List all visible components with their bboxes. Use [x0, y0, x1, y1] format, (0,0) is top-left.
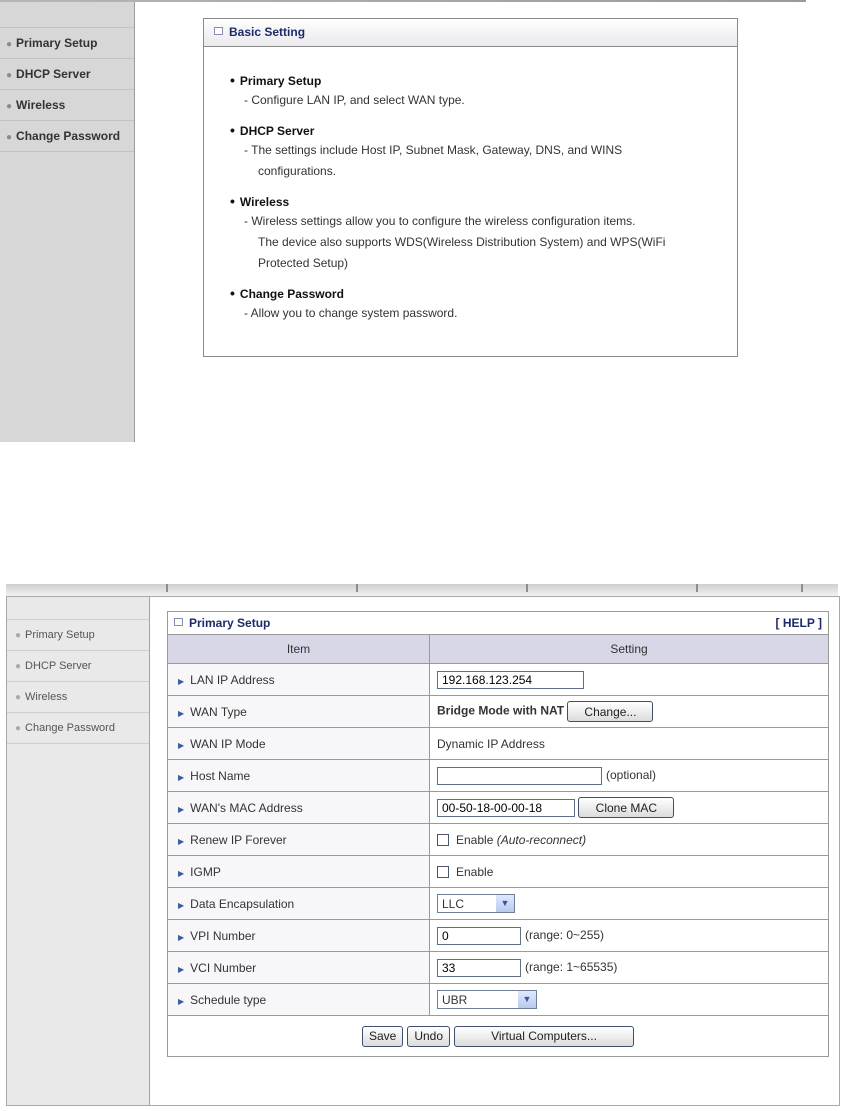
help-entry-heading: Primary Setup [239, 74, 322, 88]
table-row [168, 728, 829, 760]
clone-mac-button[interactable]: Clone MAC [578, 797, 674, 818]
help-entry-description: - The settings include Host IP, Subnet Mask, Gateway, DNS, and WINS configurations. [244, 143, 623, 178]
table-row [168, 888, 829, 920]
wan-type-value: Bridge Mode with NAT [437, 703, 565, 718]
sidebar-item-label: Primary Setup [16, 36, 98, 50]
bullet-icon: • [230, 193, 235, 209]
row-label: IGMP [190, 864, 221, 879]
arrow-right-icon: ▶ [178, 868, 185, 878]
table-row [168, 984, 829, 1016]
row-label: VCI Number [190, 960, 257, 975]
sidebar-item-primary-setup[interactable] [7, 619, 149, 651]
change-wan-type-button[interactable]: Change... [567, 701, 653, 722]
panel-title-text: Basic Setting [229, 25, 306, 39]
sidebar-item-label: Wireless [25, 691, 68, 703]
row-label: WAN IP Mode [190, 736, 266, 751]
table-row [168, 856, 829, 888]
chevron-down-icon: ▼ [518, 991, 536, 1008]
arrow-right-icon: ▶ [178, 708, 185, 718]
help-entry-primary-setup [230, 71, 737, 111]
save-button[interactable]: Save [362, 1026, 403, 1047]
wan-mac-input[interactable] [437, 799, 575, 817]
arrow-right-icon: ▶ [178, 804, 185, 814]
arrow-right-icon: ▶ [178, 676, 185, 686]
bullet-icon: ● [6, 39, 13, 50]
help-link[interactable]: [ HELP ] [775, 616, 822, 630]
table-row [168, 760, 829, 792]
sidebar-item-dhcp-server[interactable] [0, 59, 134, 90]
vpi-range-note: (range: 0~255) [525, 927, 605, 942]
button-row [168, 1016, 829, 1057]
column-header-item: Item [168, 635, 430, 664]
square-icon [174, 618, 183, 626]
help-entry-wireless [230, 192, 737, 274]
optional-note: (optional) [606, 767, 657, 782]
row-label: WAN Type [190, 704, 247, 719]
sidebar-item-label: Wireless [16, 98, 66, 112]
table-row [168, 824, 829, 856]
table-row [168, 664, 829, 696]
row-label: VPI Number [190, 928, 256, 943]
vpi-input[interactable] [437, 927, 521, 945]
panel-title [204, 19, 737, 47]
sidebar-item-wireless[interactable] [0, 90, 134, 121]
sidebar-item-label: Primary Setup [25, 629, 95, 641]
row-label: LAN IP Address [190, 672, 275, 687]
bullet-icon: ● [15, 723, 22, 734]
sidebar-item-dhcp-server[interactable] [7, 651, 149, 682]
bullet-icon: • [230, 72, 235, 88]
schedule-type-select[interactable]: UBR ▼ [437, 990, 537, 1009]
vci-input[interactable] [437, 959, 521, 977]
help-entry-heading: Wireless [239, 195, 290, 209]
sidebar-item-change-password[interactable] [0, 121, 134, 152]
help-entry-heading: Change Password [239, 287, 344, 301]
bullet-icon: ● [6, 132, 13, 143]
row-label: WAN's MAC Address [190, 800, 303, 815]
help-entry-heading: DHCP Server [239, 124, 315, 138]
sidebar-item-label: Change Password [16, 129, 121, 143]
virtual-computers-button[interactable]: Virtual Computers... [454, 1026, 634, 1047]
column-header-setting: Setting [430, 635, 829, 664]
arrow-right-icon: ▶ [178, 964, 185, 974]
arrow-right-icon: ▶ [178, 996, 185, 1006]
top-tab-strip [6, 584, 838, 596]
row-label: Host Name [190, 768, 251, 783]
bullet-icon: • [230, 285, 235, 301]
sidebar [0, 2, 135, 442]
table-title-text: Primary Setup [189, 616, 271, 630]
arrow-right-icon: ▶ [178, 836, 185, 846]
vci-range-note: (range: 1~65535) [525, 959, 618, 974]
bullet-icon: ● [15, 630, 22, 641]
help-entry-dhcp-server [230, 121, 737, 182]
bullet-icon: ● [15, 692, 22, 703]
page-frame [6, 596, 840, 1106]
sidebar-item-primary-setup[interactable] [0, 27, 134, 59]
help-list [204, 47, 737, 324]
renew-ip-checkbox[interactable] [437, 834, 449, 846]
table-row [168, 952, 829, 984]
help-entry-description: - Wireless settings allow you to configure the wireless configuration items. The device also supports WDS(Wireless Distribution System) and WPS(WiFi Protected Setup) [244, 214, 666, 270]
host-name-input[interactable] [437, 767, 602, 785]
checkbox-label: Enable [456, 832, 494, 847]
row-label: Schedule type [190, 992, 267, 1007]
help-entry-description: - Allow you to change system password. [244, 306, 458, 320]
table-title [168, 612, 829, 635]
sidebar-item-wireless[interactable] [7, 682, 149, 713]
sidebar-item-label: DHCP Server [25, 660, 92, 672]
basic-setting-screenshot [0, 0, 843, 445]
sidebar-item-label: DHCP Server [16, 67, 91, 81]
auto-reconnect-note: (Auto-reconnect) [496, 832, 587, 847]
arrow-right-icon: ▶ [178, 900, 185, 910]
sidebar-item-change-password[interactable] [7, 713, 149, 744]
arrow-right-icon: ▶ [178, 740, 185, 750]
square-icon [214, 27, 223, 35]
lan-ip-input[interactable] [437, 671, 584, 689]
primary-setup-screenshot [0, 584, 843, 1111]
checkbox-label: Enable [456, 864, 494, 879]
data-encapsulation-select[interactable]: LLC ▼ [437, 894, 515, 913]
main-content [159, 597, 839, 1105]
bullet-icon: • [230, 122, 235, 138]
chevron-down-icon: ▼ [496, 895, 514, 912]
bullet-icon: ● [6, 101, 13, 112]
row-label: Renew IP Forever [190, 832, 287, 847]
table-row [168, 696, 829, 728]
table-row [168, 792, 829, 824]
help-entry-change-password [230, 284, 737, 324]
basic-setting-panel [203, 18, 738, 357]
bullet-icon: ● [6, 70, 13, 81]
sidebar [7, 597, 150, 1105]
arrow-right-icon: ▶ [178, 932, 185, 942]
arrow-right-icon: ▶ [178, 772, 185, 782]
primary-setup-table [167, 611, 829, 1057]
undo-button[interactable]: Undo [407, 1026, 450, 1047]
bullet-icon: ● [15, 661, 22, 672]
sidebar-item-label: Change Password [25, 722, 115, 734]
wan-ip-mode-value: Dynamic IP Address [430, 728, 829, 760]
row-label: Data Encapsulation [190, 896, 295, 911]
help-entry-description: - Configure LAN IP, and select WAN type. [244, 93, 465, 107]
igmp-checkbox[interactable] [437, 866, 449, 878]
table-row [168, 920, 829, 952]
